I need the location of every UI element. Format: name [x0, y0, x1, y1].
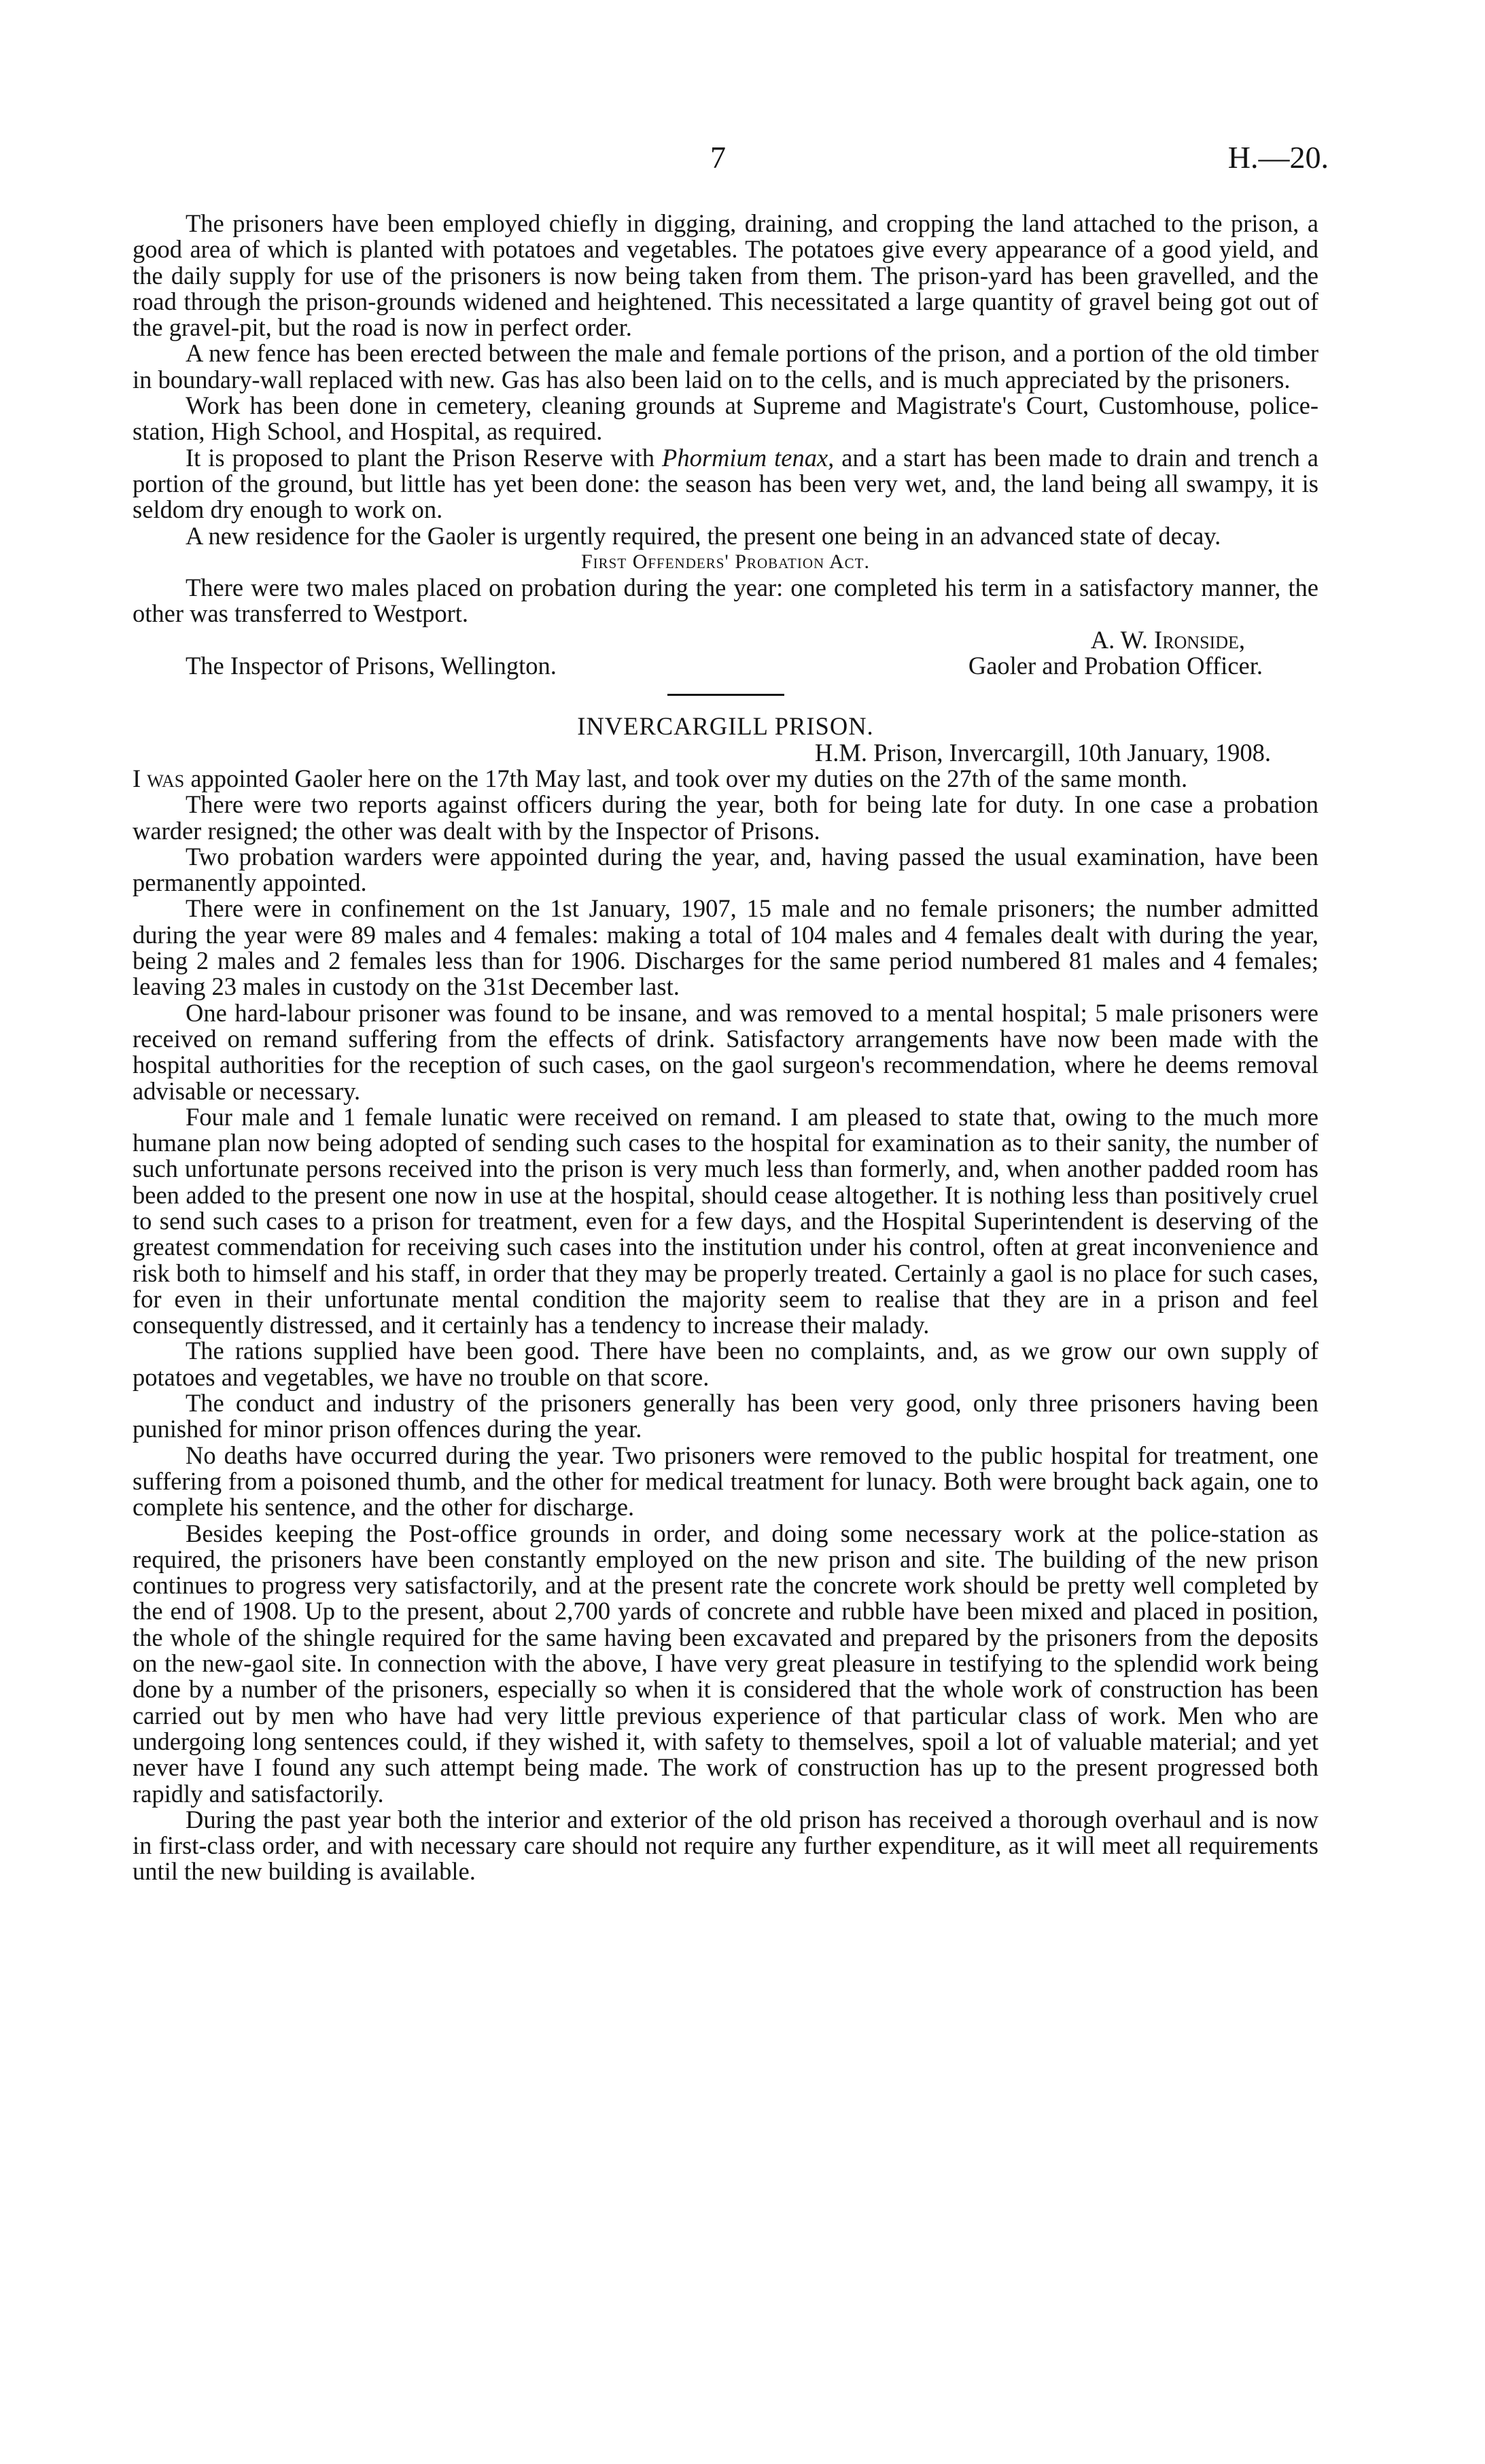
- paragraph-gaoler-residence: A new residence for the Gaoler is urgently required, the present one being in an advanced state of decay.: [186, 521, 1221, 550]
- page-body: [133, 211, 1318, 1885]
- phormium-text-before: It is proposed to plant the Prison Reserve with: [186, 443, 663, 472]
- dateline: H.M. Prison, Invercargill, 10th January, 1908.: [814, 738, 1271, 767]
- paragraph-confinement-figures: There were in confinement on the 1st January, 1907, 15 male and no female prisoners; the number admitted during the year were 89 males and 4 females: making a total of 104 males and 4 females dealt with during the year, being 2 males and 2 females less than for 1906. Discharges for the same period numbered 81 males and 4 females; leaving 23 males in custody on the 31st December last.: [133, 894, 1318, 1001]
- page-header: [0, 139, 1485, 180]
- signature-name-row: [133, 627, 1318, 653]
- paragraph-probation: There were two males placed on probation during the year: one completed his term in a satisfactory manner, the other was transferred to Westport.: [133, 574, 1318, 628]
- phormium-text-after: and a start has been made to drain and trench a portion of the ground, but little has yet been done: the season has been very wet, and, the land being all swampy, it is seldom dry enough to work on.: [133, 443, 1318, 524]
- paragraph-old-prison-overhaul: During the past year both the interior and exterior of the old prison has received a thorough overhaul and is now in first-class order, and with necessary care should not require any further expenditure, as it will meet all requirements until the new building is available.: [133, 1805, 1318, 1886]
- opening-rest: appointed Gaoler here on the 17th May last, and took over my duties on the 27th of the same month.: [184, 764, 1188, 792]
- signature-title-row: [133, 653, 1318, 679]
- paragraph-insane-prisoner: One hard-labour prisoner was found to be insane, and was removed to a mental hospital; 5 male prisoners were received on remand suffering from the effects of drink. Satisfactory arrangements have now been made with the hospital authorities for the reception of such cases, on the gaol surgeon's recommendation, where he deems removal advisable or necessary.: [133, 998, 1318, 1105]
- paragraph-lunatics: Four male and 1 female lunatic were received on remand. I am pleased to state that, owing to the much more humane plan now being adopted of sending such cases to the hospital for examination as to their sanity, the number of such unfortunate persons received into the prison is very much less than formerly, and, when another padded room has been added to the present one now in use at the hospital, should cease altogether. It is nothing less than positively cruel to send such cases to a prison for treatment, even for a few days, and the Hospital Superintendent is deserving of the greatest commendation for receiving such cases into the institution under his control, often at great inconvenience and risk both to himself and his staff, in order that they may be properly treated. Certainly a gaol is no place for such cases, for even in their unfortunate mental condition the majority seem to realise that they are in a prison and feel consequently distressed, and it certainly has a tendency to increase their malady.: [133, 1102, 1318, 1339]
- paragraph-cemetery-work: Work has been done in cemetery, cleaning grounds at Supreme and Magistrate's Court, Customhouse, police-station, High School, and Hospital, as required.: [133, 391, 1318, 446]
- signatory-title: Gaoler and Probation Officer.: [968, 652, 1263, 680]
- paragraph-deaths: No deaths have occurred during the year. Two prisoners were removed to the public hospital for treatment, one suffering from a poisoned thumb, and the other for medical treatment for lunacy. Both were brought back again, one to complete his sentence, and the other for discharge.: [133, 1441, 1318, 1521]
- paragraph-land-works: The prisoners have been employed chiefly in digging, draining, and cropping the land attached to the prison, a good area of which is planted with potatoes and vegetables. The potatoes give every appearance of a good yield, and the daily supply for use of the prisoners is now being taken from them. The prison-yard has been gravelled, and the road through the prison-grounds widened and heightened. This necessitated a large quantity of gravel being got out of the gravel-pit, but the road is now in perfect order.: [133, 209, 1318, 342]
- signatory-name: A. W. Ironside,: [1090, 625, 1245, 654]
- paragraph-new-prison-works: Besides keeping the Post-office grounds in order, and doing some necessary work at the police-station as required, the prisoners have been constantly employed on the new prison and site. The building of the new prison continues to progress very satisfactorily, and at the present rate the concrete work should be pretty well completed by the end of 1908. Up to the present, about 2,700 yards of concrete and rubble have been mixed and placed in position, the whole of the shingle required for the same having been excavated and prepared by the prisoners from the deposits on the new-gaol site. In connection with the above, I have very great pleasure in testifying to the splendid work being done by a number of the prisoners, especially so when it is considered that the whole work of construction has been carried out by men who have had very little previous experience of that particular class of work. Men who are undergoing long sentences could, if they wished it, with safety to themselves, spoil a lot of valuable material; and yet never have I found any such attempt being made. The work of construction has up to the present progressed both rapidly and satisfactorily.: [133, 1519, 1318, 1808]
- document-reference: H.—20.: [1227, 140, 1329, 175]
- addressee: The Inspector of Prisons, Wellington.: [186, 652, 557, 680]
- paragraph-officer-reports: There were two reports against officers during the year, both for being late for duty. In one case a probation warder resigned; the other was dealt with by the Inspector of Prisons.: [133, 790, 1318, 845]
- paragraph-phormium: [133, 445, 1318, 523]
- paragraph-fence: A new fence has been erected between the male and female portions of the prison, and a portion of the old timber in boundary-wall replaced with new. Gas has also been laid on to the cells, and is much appreciated by the prisoners.: [133, 339, 1318, 393]
- paragraph-appointment: [133, 766, 1318, 792]
- paragraph-warders: Two probation warders were appointed during the year, and, having passed the usual examination, have been permanently appointed.: [133, 842, 1318, 897]
- section-title: INVERCARGILL PRISON.: [577, 712, 874, 741]
- section-divider: [667, 694, 784, 696]
- paragraph-rations: The rations supplied have been good. There have been no complaints, and, as we grow our own supply of potatoes and vegetables, we have no trouble on that score.: [133, 1337, 1318, 1391]
- phormium-species-name: Phormium tenax,: [662, 443, 835, 472]
- paragraph-conduct: The conduct and industry of the prisoners generally has been very good, only three prisoners having been punished for minor prison offences during the year.: [133, 1389, 1318, 1443]
- probation-heading: First Offenders' Probation Act.: [581, 550, 870, 573]
- page-number: 7: [710, 140, 726, 175]
- opening-words: I was: [133, 764, 185, 792]
